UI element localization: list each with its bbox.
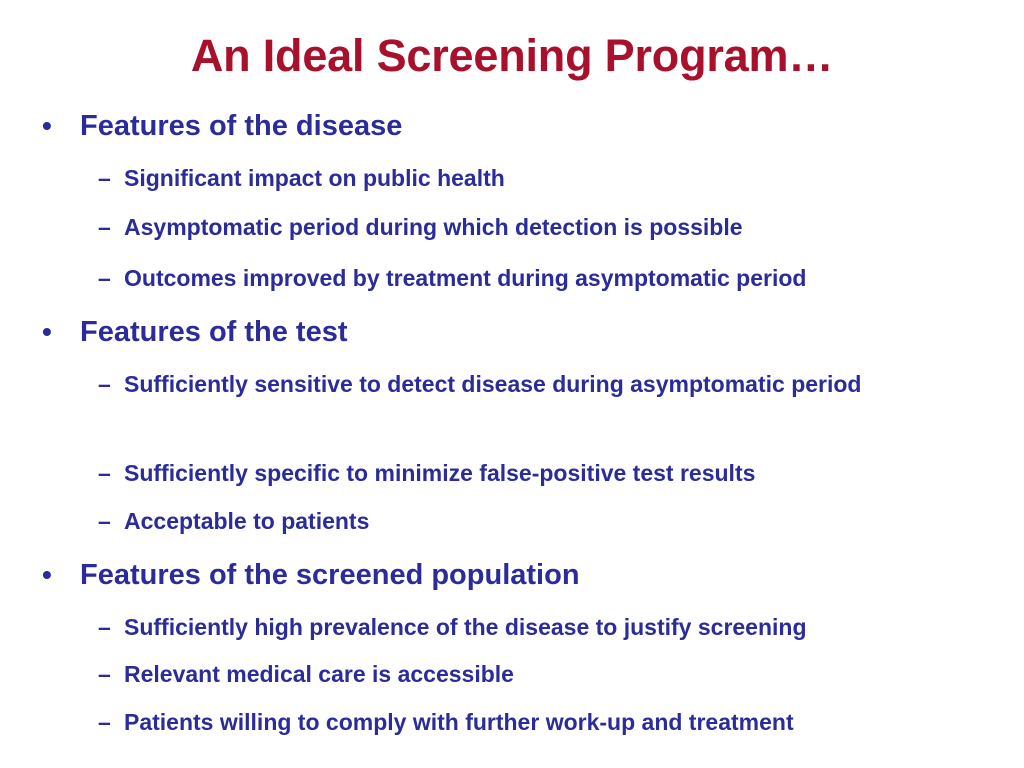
bullet-marker: • bbox=[42, 110, 52, 141]
list-item-text: Relevant medical care is accessible bbox=[124, 661, 514, 687]
list-item-text: Outcomes improved by treatment during asymptomatic period bbox=[124, 265, 807, 291]
slide-title: An Ideal Screening Program… bbox=[190, 30, 834, 81]
list-item-text: Sufficiently high prevalence of the disease to justify screening bbox=[124, 614, 807, 640]
section-heading: Features of the disease bbox=[80, 110, 403, 142]
dash-marker: – bbox=[98, 614, 111, 640]
dash-marker: – bbox=[98, 265, 111, 291]
bullet-marker: • bbox=[42, 559, 52, 590]
dash-marker: – bbox=[98, 460, 111, 486]
dash-marker: – bbox=[98, 214, 111, 240]
dash-marker: – bbox=[98, 371, 111, 397]
dash-marker: – bbox=[98, 709, 111, 735]
section-heading: Features of the test bbox=[80, 316, 348, 348]
dash-marker: – bbox=[98, 661, 111, 687]
list-item-text: Sufficiently specific to minimize false-positive test results bbox=[124, 460, 756, 486]
bullet-marker: • bbox=[42, 316, 52, 347]
dash-marker: – bbox=[98, 508, 111, 534]
list-item-text: Sufficiently sensitive to detect disease during asymptomatic period bbox=[124, 371, 862, 397]
list-item-text: Acceptable to patients bbox=[124, 508, 370, 534]
list-item-text: Significant impact on public health bbox=[124, 165, 505, 191]
list-item-text: Asymptomatic period during which detection is possible bbox=[124, 214, 743, 240]
list-item-text: Patients willing to comply with further work-up and treatment bbox=[124, 709, 794, 735]
section-heading: Features of the screened population bbox=[80, 559, 580, 591]
dash-marker: – bbox=[98, 165, 111, 191]
